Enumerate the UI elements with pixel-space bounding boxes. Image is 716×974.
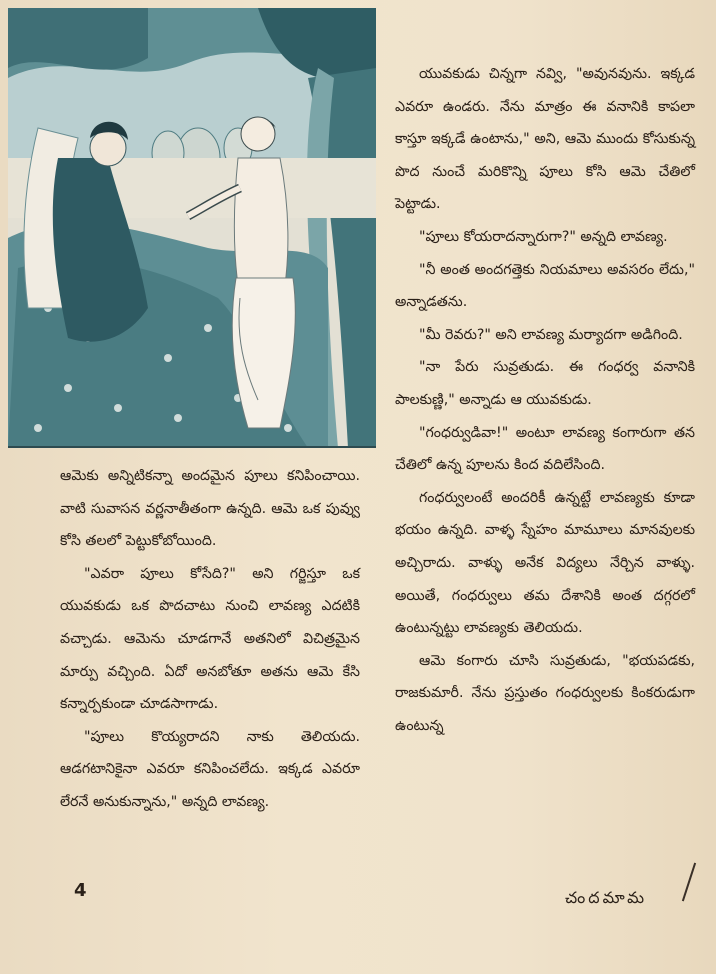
left-text-column [60, 460, 360, 819]
paragraph: "గంధర్వుడివా!" అంటూ లావణ్య కంగారుగా తన చేతిలో ఉన్న పూలను కింద వదిలేసింది. [395, 424, 695, 474]
paragraph: ఆమె కంగారు చూసి సువ్రతుడు, "భయపడకు, రాజకుమారీ. నేను ప్రస్తుతం గంధర్వులకు కింకరుడుగా ఉంటున్న [395, 652, 695, 734]
paragraph: "పూలు కొయ్యరాదని నాకు తెలియదు. ఆడగటానికైనా ఎవరూ కనిపించలేదు. ఇక్కడ ఎవరూ లేరనే అనుకున్నాను," అన్నది లావణ్య. [60, 728, 360, 810]
paragraph: "నా పేరు సువ్రతుడు. ఈ గంధర్వ వనానికి పాలకుణ్ణి," అన్నాడు ఆ యువకుడు. [395, 359, 695, 408]
right-text-column [395, 58, 695, 742]
magazine-name: చందమామ [565, 888, 648, 907]
corner-mark [682, 863, 696, 902]
paragraph: "ఎవరా పూలు కోసేది?" అని గర్జిస్తూ ఒక యువకుడు ఒక పొదచాటు నుంచి లావణ్య ఎదటికి వచ్చాడు. ఆమెను చూడగానే అతనిలో విచిత్రమైన మార్పు వచ్చింది. ఏదో అనబోతూ అతను ఆమె కేసి కన్నార్పకుండా చూడసాగాడు. [60, 565, 360, 713]
paragraph: "మీ రెవరు?" అని లావణ్య మర్యాదగా అడిగింది. [419, 326, 683, 343]
story-illustration [8, 8, 376, 448]
paragraph: "పూలు కోయరాదన్నారుగా?" అన్నది లావణ్య. [419, 228, 668, 245]
paragraph: గంధర్వులంటే అందరికీ ఉన్నట్టే లావణ్యకు కూడా భయం ఉన్నది. వాళ్ళ స్నేహం మామూలు మానవులకు అచ్చిరాదు. వాళ్ళు అనేక విద్యలు నేర్చిన వాళ్ళు. అయితే, గంధర్వులు తమ దేశానికి అంత దగ్గరలో ఉంటున్నట్టు లావణ్యకు తెలియదు. [395, 489, 695, 637]
paragraph: "నీ అంత అందగత్తెకు నియమాలు అవసరం లేదు," అన్నాడతను. [395, 261, 695, 311]
page-number: 4 [74, 880, 87, 901]
paragraph: యువకుడు చిన్నగా నవ్వి, "అవునవును. ఇక్కడ ఎవరూ ఉండరు. నేను మాత్రం ఈ వనానికి కాపలా కాస్తూ ఇక్కడే ఉంటాను," అని, ఆమె ముందు కోసుకున్న పొద నుంచే మరికొన్ని పూలు కోసి ఆమె చేతిలో పెట్టాడు. [395, 66, 695, 213]
paragraph: ఆమెకు అన్నిటికన్నా అందమైన పూలు కనిపించాయి. వాటి సువాసన వర్ణనాతీతంగా ఉన్నది. ఆమె ఒక పువ్వు కోసి తలలో పెట్టుకోబోయింది. [60, 468, 360, 550]
forest-scene-image [8, 8, 376, 448]
